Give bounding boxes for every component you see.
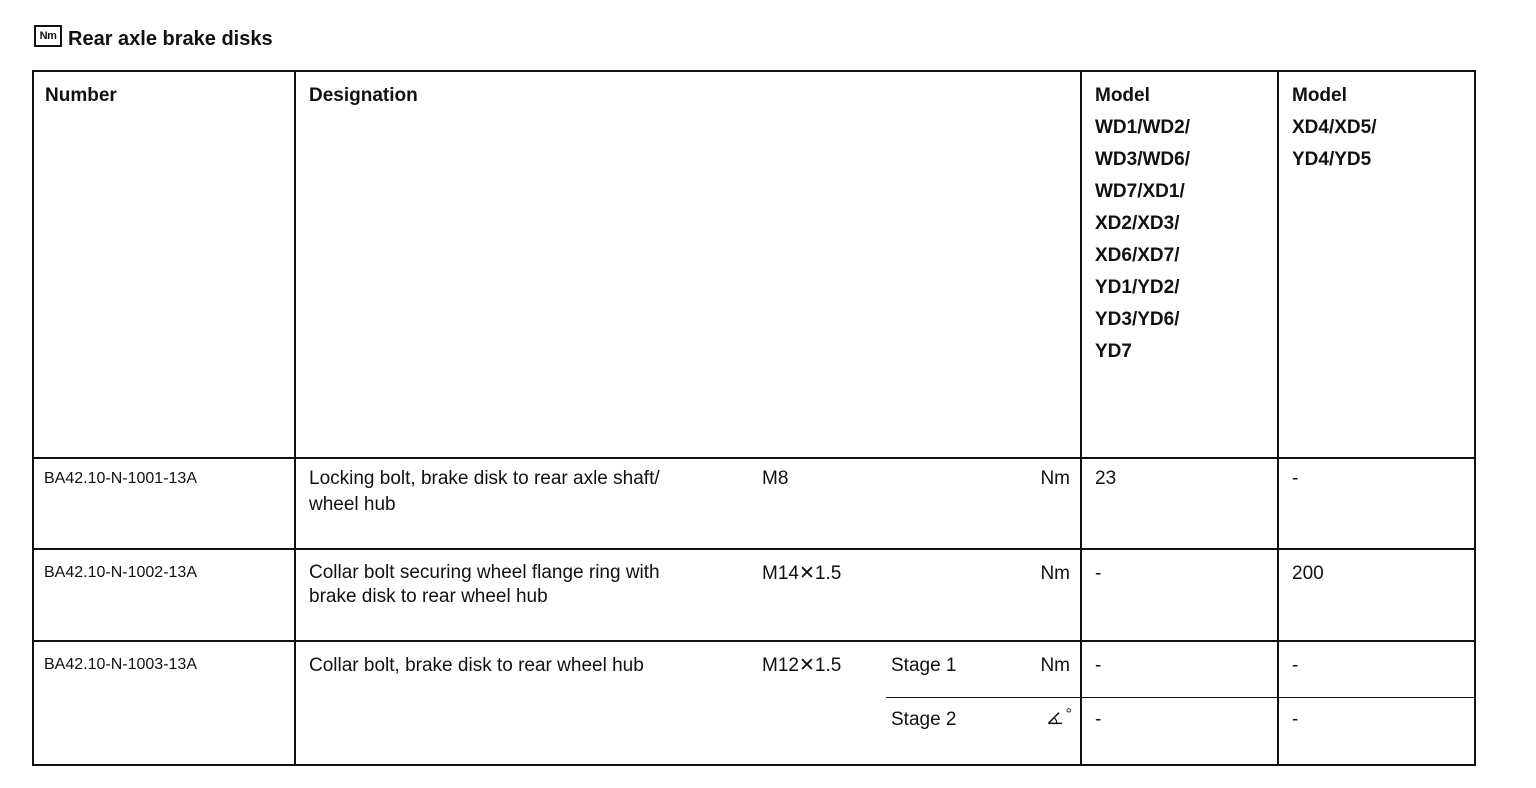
row3-stage2-model-a-value: - [1095, 709, 1102, 730]
row3-designation: Collar bolt, brake disk to rear wheel hub [309, 655, 644, 676]
row1-unit: Nm [1040, 468, 1070, 489]
row3-thread: M12✕1.5 [762, 655, 842, 676]
row2-thread: M14✕1.5 [762, 563, 842, 584]
header-model-b-line: Model [1292, 85, 1347, 106]
header-model-a-line: YD1/YD2/ [1095, 277, 1180, 298]
row3-stage2-label: Stage 2 [891, 709, 957, 730]
row1-number: BA42.10-N-1001-13A [44, 470, 197, 487]
torque-table [32, 70, 1476, 766]
header-model-a-line: WD7/XD1/ [1095, 181, 1185, 202]
header-model-a [1095, 80, 1265, 368]
header-model-a-line: Model [1095, 85, 1150, 106]
header-model-a-line: YD7 [1095, 341, 1132, 362]
row1-designation-line: Locking bolt, brake disk to rear axle shaft/ [309, 468, 660, 489]
header-model-b [1292, 80, 1462, 176]
row1-designation-line: wheel hub [309, 494, 396, 515]
row2-designation-line: Collar bolt securing wheel flange ring with [309, 562, 660, 583]
row2-designation-line: brake disk to rear wheel hub [309, 586, 548, 607]
row3-stage1-model-b-value: - [1292, 655, 1299, 676]
header-number: Number [45, 85, 117, 106]
row3-stage2-model-b-value: - [1292, 709, 1299, 730]
header-model-a-line: XD2/XD3/ [1095, 213, 1180, 234]
header-model-b-line: XD4/XD5/ [1292, 117, 1377, 138]
table-border-top [32, 70, 1476, 72]
header-model-b-line: YD4/YD5 [1292, 149, 1372, 170]
row3-stage1-label: Stage 1 [891, 655, 957, 676]
header-divider [32, 457, 1476, 459]
row2-unit: Nm [1040, 563, 1070, 584]
angle-icon [1046, 709, 1066, 727]
header-model-a-line: YD3/YD6/ [1095, 309, 1180, 330]
stage-divider [886, 697, 1476, 698]
table-border-left [32, 70, 34, 766]
section-title [34, 24, 273, 54]
header-model-a-line: WD3/WD6/ [1095, 149, 1190, 170]
header-model-a-line: XD6/XD7/ [1095, 245, 1180, 266]
header-designation: Designation [309, 85, 418, 106]
row-divider-2 [32, 640, 1476, 642]
row1-model-a-value: 23 [1095, 468, 1117, 489]
degree-symbol: ° [1065, 706, 1072, 723]
torque-nm-icon: Nm [34, 25, 62, 47]
row2-designation [309, 561, 749, 609]
row1-model-b-value: - [1292, 468, 1299, 489]
row2-model-b-value: 200 [1292, 563, 1324, 584]
col-divider-3 [1277, 70, 1279, 766]
col-divider-2 [1080, 70, 1082, 766]
header-model-a-line: WD1/WD2/ [1095, 117, 1190, 138]
row-divider-1 [32, 548, 1476, 550]
row3-stage1-model-a-value: - [1095, 655, 1102, 676]
row1-thread: M8 [762, 468, 789, 489]
table-border-bottom [32, 764, 1476, 766]
row2-number: BA42.10-N-1002-13A [44, 564, 197, 581]
row3-stage1-unit: Nm [1040, 655, 1070, 676]
table-border-right [1474, 70, 1476, 766]
section-title-text: Rear axle brake disks [68, 27, 273, 50]
row3-number: BA42.10-N-1003-13A [44, 656, 197, 673]
row1-designation [309, 466, 749, 518]
col-divider-1 [294, 70, 296, 766]
row3-stage2-unit [1038, 707, 1072, 734]
row2-model-a-value: - [1095, 563, 1102, 584]
